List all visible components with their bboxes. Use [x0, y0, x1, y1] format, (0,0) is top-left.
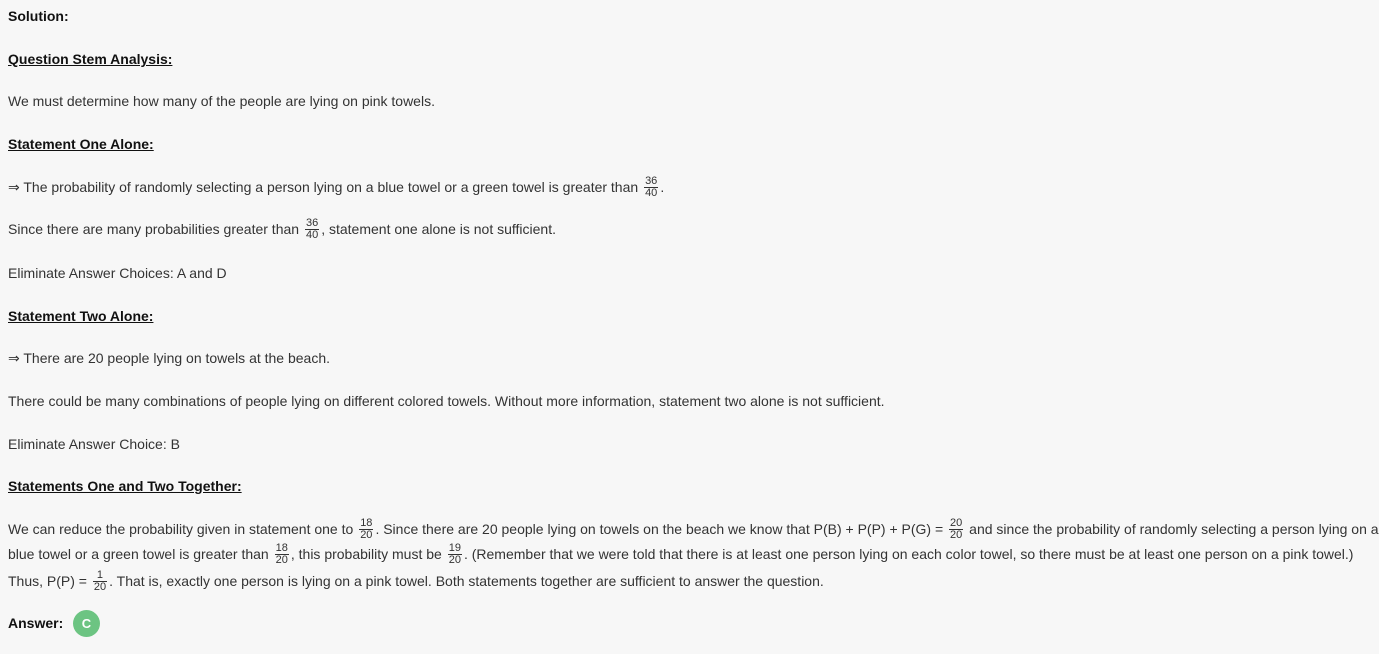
- statement-two-eliminate: Eliminate Answer Choice: B: [8, 436, 180, 452]
- fraction-denominator: 40: [645, 187, 658, 199]
- stem-text: We must determine how many of the people are lying on pink towels.: [8, 93, 435, 109]
- together-line-3: [8, 571, 824, 594]
- together-text: and since the probability of randomly selecting a person lying on a: [969, 521, 1379, 538]
- together-text: . That is, exactly one person is lying on a pink towel. Both statements together are sufficient to answer the question.: [109, 573, 824, 590]
- statement-one-period: .: [660, 179, 665, 196]
- fraction-numerator: 36: [305, 217, 319, 229]
- statement-two-heading: Statement Two Alone:: [8, 308, 154, 324]
- fraction-numerator: 18: [275, 542, 288, 554]
- fraction-18-20: [359, 518, 373, 541]
- together-text: . Since there are 20 people lying on towels on the beach we know that P(B) + P(P) + P(G) =: [375, 521, 944, 538]
- analysis-text: Since there are many probabilities greater than: [8, 221, 300, 238]
- fraction-numerator: 20: [950, 517, 963, 529]
- fraction-36-40: [305, 218, 319, 241]
- fraction-36-40: [644, 176, 658, 199]
- together-text: We can reduce the probability given in statement one to: [8, 521, 354, 538]
- statement-two-analysis: There could be many combinations of people lying on different colored towels. Without more information, statement two alone is not sufficient.: [8, 393, 885, 409]
- fraction-numerator: 19: [448, 542, 461, 554]
- statement-one-analysis: [8, 219, 556, 242]
- together-line-1: [8, 519, 1379, 542]
- fraction-denominator: 40: [305, 229, 319, 241]
- fraction-18-20: [275, 543, 289, 566]
- statement-one-line: ⇒ The probability of randomly selecting a person lying on a blue towel or a green towel is greater than: [8, 179, 639, 196]
- together-heading: Statements One and Two Together:: [8, 478, 242, 494]
- solution-label: Solution:: [8, 8, 69, 24]
- statement-one-eliminate: Eliminate Answer Choices: A and D: [8, 265, 227, 281]
- together-text: Thus, P(P) =: [8, 573, 87, 590]
- stem-heading: Question Stem Analysis:: [8, 51, 173, 67]
- fraction-20-20: [949, 518, 963, 541]
- fraction-numerator: 36: [645, 175, 658, 187]
- fraction-19-20: [448, 543, 462, 566]
- answer-label: Answer:: [8, 615, 64, 631]
- fraction-denominator: 20: [93, 581, 107, 593]
- fraction-denominator: 20: [275, 554, 288, 566]
- together-text: , this probability must be: [290, 546, 442, 563]
- fraction-denominator: 20: [448, 554, 461, 566]
- statement-one-heading: Statement One Alone:: [8, 136, 154, 152]
- fraction-denominator: 20: [950, 529, 963, 541]
- together-text: blue towel or a green towel is greater than: [8, 546, 269, 563]
- fraction-1-20: [93, 570, 107, 593]
- statement-one-text: [8, 177, 664, 200]
- fraction-numerator: 18: [360, 517, 373, 529]
- together-text: . (Remember that we were told that there is at least one person lying on each color towel, so there must be at least one person on a pink towel.): [463, 546, 1354, 563]
- answer-badge: C: [73, 610, 100, 637]
- fraction-denominator: 20: [360, 529, 373, 541]
- fraction-numerator: 1: [93, 570, 107, 582]
- together-line-2: [8, 544, 1353, 567]
- statement-two-text: ⇒ There are 20 people lying on towels at the beach.: [8, 350, 331, 366]
- analysis-text-end: , statement one alone is not sufficient.: [321, 221, 556, 238]
